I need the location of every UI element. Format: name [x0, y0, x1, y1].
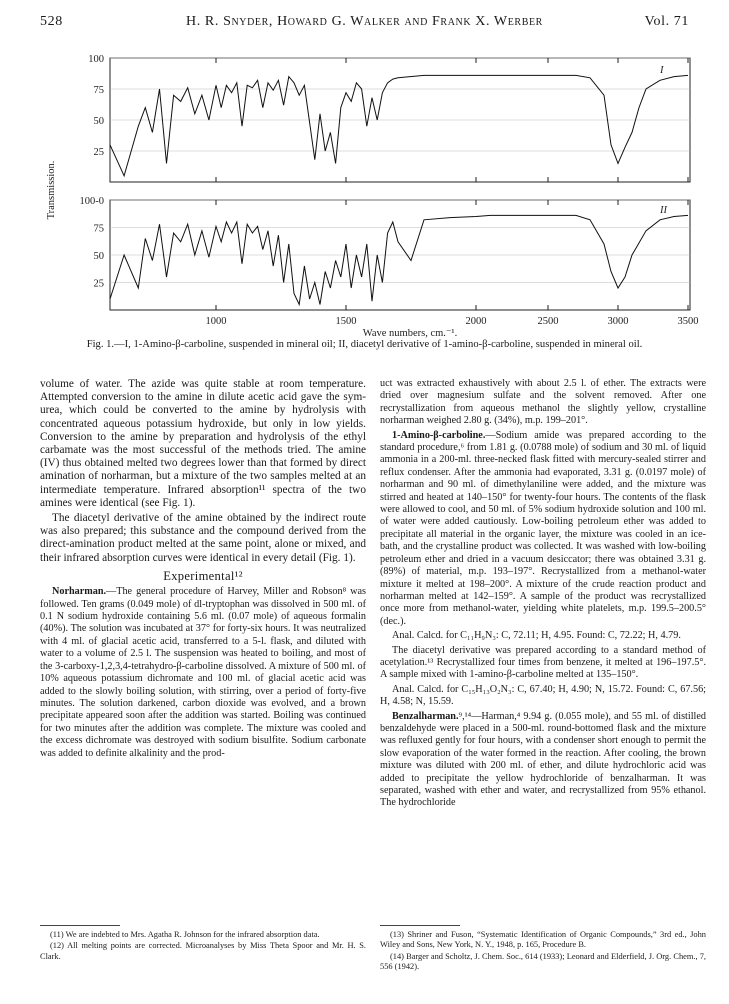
volume-number: Vol. 71	[644, 14, 689, 29]
x-tick-label: 3000	[607, 316, 629, 327]
spectrum-label-2: II	[660, 205, 667, 217]
footnote-rule-left	[40, 925, 120, 926]
author-names: H. R. Snyder, Howard G. Walker and Frank X. Werber	[186, 14, 543, 29]
x-tick-label: 2000	[465, 316, 487, 327]
right-paragraph-1: uct was extracted exhaustively with about 2.5 l. of ether. The extracts were dried over magnesium sulfate and the solvent removed. After one recrystallization from aqueous methanol the slightly yellow, crystalline norharman weighed 2.80 g. (34%), m.p. 199–201°.	[380, 378, 706, 427]
left-paragraph-2: The diacetyl derivative of the amine obtained by the indirect route was also prepared; this substance and the compound derived from the direct-amination product melted at the same point, alone or mixed, and their infrared absorption curves were identical in every detail (Fig. 1).	[40, 512, 366, 564]
running-head	[40, 14, 689, 36]
figure-caption: Fig. 1.—I, 1-Amino-β-carboline, suspended in mineral oil; II, diacetyl derivative of 1-amino-β-carboline, suspended in mineral oil.	[86, 339, 643, 350]
infrared-spectra-figure	[40, 40, 700, 366]
left-column	[40, 378, 366, 762]
right-paragraph-diacetyl: The diacetyl derivative was prepared according to a standard method of acetylation.¹³ Recrystallized four times from benzene, it melted at 196–197.5°. A sample mixed with 1-amino-β-carboline melted at 135–150°.	[380, 644, 706, 681]
panel-2-y-tick-label: 75	[93, 223, 104, 235]
x-tick-label: 3500	[677, 316, 699, 327]
x-tick-label: 1000	[205, 316, 227, 327]
section-heading-experimental: Experimental¹²	[163, 568, 243, 583]
amino-carboline-procedure-text: —Sodium amide was prepared according to the standard procedure,⁶ from 1.81 g. (0.0788 mole) of sodium and 30 ml. of liquid ammonia in a 200-ml. three-necked flask fitted with mercury-sealed stirrer and reflux condenser. After the ammonia had evaporated, 3.31 g. (0.0197 mole) of norharman and 90 ml. of dimethylaniline were added, and the mixture was stirred and heated at 140–150° for twenty-four hours. The contents of the flask were allowed to cool, and 50 ml. of 5% sodium hydroxide solution and 100 ml. of water were added cautiously. Low-boiling petroleum ether was added to precipitate all material in the organic layer, the mixture was cooled in an ice-bath, and the crystalline product was collected. It was washed with low-boiling petroleum ether and dried in a vacuum desiccator; there was obtained 3.31 g. (89%) of material, m.p. 193–197°. Recrystallized from a methanol-water mixture it melted at 198–200°. A mixture of the crude reaction product and norharman melted at 142–159°. A sample of the product was recrystallized once more from methanol-water, yielding white platelets, m.p. 199.5–200.5° (dec.).	[380, 429, 706, 627]
right-paragraph-benzalharman	[380, 711, 706, 810]
runin-heading-amino-carboline: 1-Amino-β-carboline.	[392, 429, 486, 441]
spectrum-trace-1	[110, 75, 688, 175]
norharman-procedure-text: —The general procedure of Harvey, Miller and Robson⁸ was followed. Ten grams (0.049 mole) of dl-tryptophan was dissolved in 500 ml. of 0.1 N sodium hydroxide containing 5.6 ml. (0.07 mole) of aqueous formalin (40%). The solution was incubated at 37° for forty-six hours. It was neutralized with 4 ml. of glacial acetic acid, transferred to a 5-l. flask, and diluted with water to a volume of 2.5 l. The suspension was heated to boiling, and most of the 3-carboxy-1,2,3,4-tetrahydro-β-carboline dissolved. A mixture of 500 ml. of 10% aqueous potassium dichromate and 100 ml. of glacial acetic acid was added to the slowly boiling solution, with stirring, over a period of forty-five minutes. The solution darkened, carbon dioxide was evolved, and a brown precipitate appeared soon after the addition was started. Boiling was continued for two minutes after the addition was complete. The mixture was cooled and the excess dichromate was destroyed with sodium bisulfite. Sodium carbonate was added to definite alkalinity and the prod-	[40, 586, 366, 759]
runin-heading-norharman: Norharman.	[52, 586, 107, 598]
panel-2-y-tick-label: 100-0	[79, 196, 104, 207]
panel-2-y-tick-label: 25	[93, 278, 104, 290]
spectrum-trace-2	[110, 215, 688, 304]
analysis-diacetyl: Anal. Calcd. for C₁₅H₁₃O₂N₃: C, 67.40; H, 4.90; N, 15.72. Found: C, 67.56; H, 4.58; N, 15.59.	[380, 683, 706, 708]
panel-1-y-tick-label: 100	[88, 54, 104, 65]
x-tick-label: 2500	[537, 316, 559, 327]
benzalharman-procedure-text: ⁹,¹⁴—Harman,⁴ 9.94 g. (0.055 mole), and 55 ml. of distilled benzaldehyde were placed in a 500-ml. round-bottomed flask and the mixture was refluxed gently for four hours, with a condenser short enough to permit the slow evaporation of the water formed in the reaction. After cooling, the brown mixture was diluted with 200 ml. of ether, and dilute hydrochloric acid was added to precipitate the yellow hydrochloride of benzalharman. It was separated, washed with ether and water, and recrystallized from 95% ethanol. The hydrochloride	[380, 710, 706, 809]
footnotes-left	[40, 930, 366, 963]
analysis-amino: Anal. Calcd. for C₁₁H₉N₃: C, 72.11; H, 4.95. Found: C, 72.22; H, 4.79.	[392, 630, 681, 642]
footnotes-right	[380, 930, 706, 974]
panel-2-y-tick-label: 50	[93, 251, 104, 262]
right-column	[380, 378, 706, 812]
footnote-12: (12) All melting points are corrected. Microanalyses by Miss Theta Spoor and Mr. H. S. Clark.	[40, 941, 366, 961]
runin-heading-benzalharman: Benzalharman.	[392, 710, 459, 722]
panel-1-y-tick-label: 25	[93, 147, 104, 158]
x-axis-label: Wave numbers, cm.⁻¹.	[362, 328, 458, 339]
footnote-rule-right	[380, 925, 460, 926]
right-paragraph-amino	[380, 430, 706, 629]
panel-1-y-tick-label: 50	[93, 116, 104, 127]
x-tick-label: 1500	[335, 316, 357, 327]
footnote-14: (14) Barger and Scholtz, J. Chem. Soc., 614 (1933); Leonard and Elderfield, J. Org. Chem., 7, 556 (1942).	[380, 951, 706, 972]
left-paragraph-norharman	[40, 586, 366, 760]
y-axis-label: Transmission.	[46, 160, 57, 220]
left-paragraph-1: volume of water. The azide was quite stable at room temperature. Attempted conversion to the amine in dilute acetic acid gave the sym-urea, which could be converted to the amine by hydrolysis with concentrated aqueous potassium hydroxide, but only in low yields. Conversion to the amine by preparation and hydrolysis of the ethyl carbamate was the most successful of the methods tried. The amine (IV) thus obtained melted two degrees lower than that formed by direct amination of norharman, but a mixture of the two samples melted at an intermediate temperature. Infrared absorption¹¹ spectra of the two amines were identical (see Fig. 1).	[40, 378, 366, 509]
page-number: 528	[40, 14, 63, 29]
panel-1-y-tick-label: 75	[93, 85, 104, 96]
spectra-svg	[40, 40, 700, 340]
footnote-11: (11) We are indebted to Mrs. Agatha R. Johnson for the infrared absorption data.	[50, 930, 320, 939]
footnote-13: (13) Shriner and Fuson, “Systematic Identification of Organic Compounds,” 3rd ed., John Wiley and Sons, New York, N. Y., 1948, p. 165, Procedure B.	[380, 930, 706, 950]
spectrum-label-1: I	[660, 64, 664, 76]
